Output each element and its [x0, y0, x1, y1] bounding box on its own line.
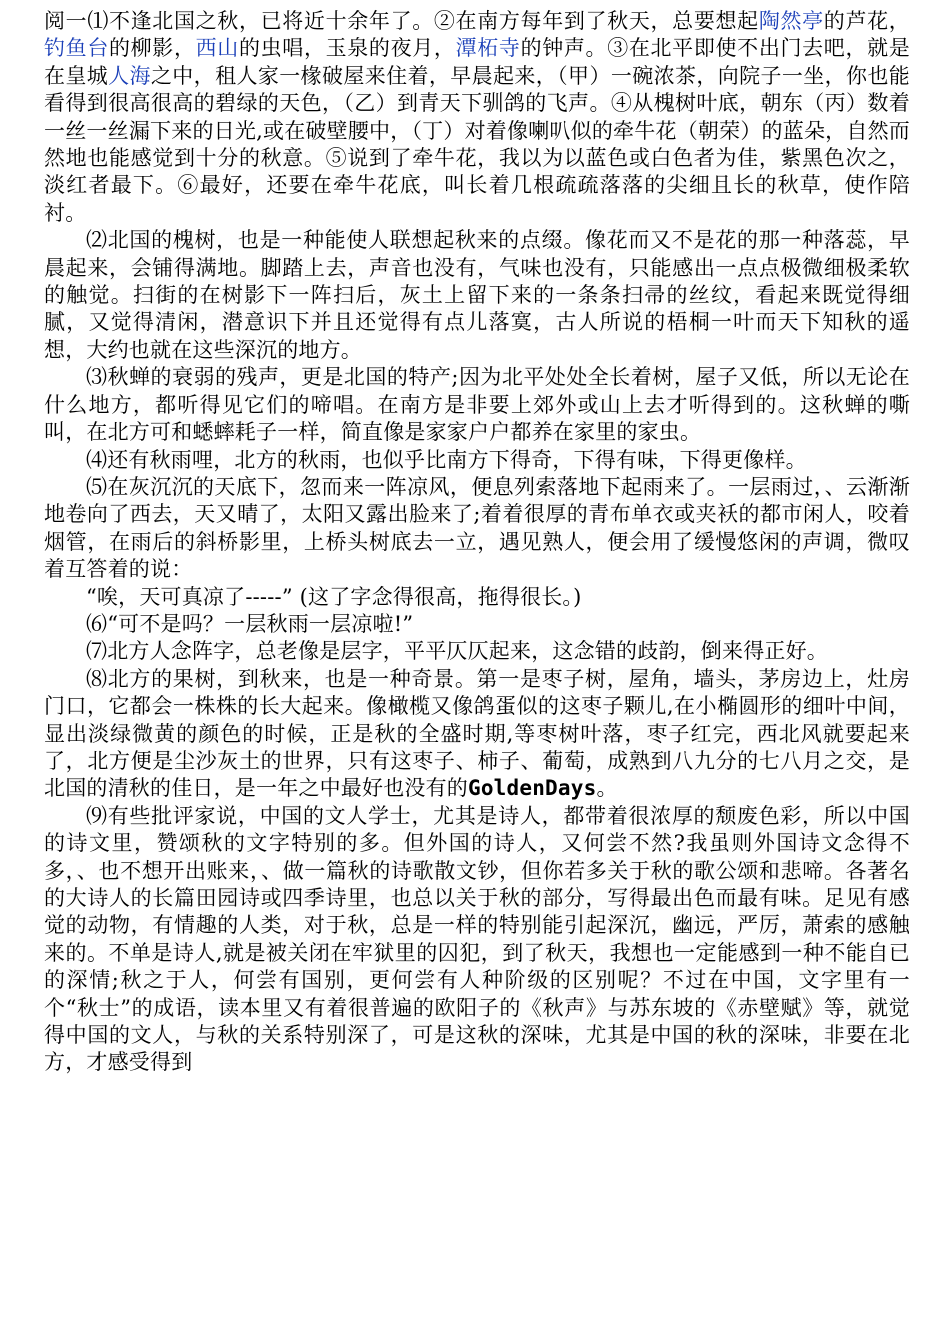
golden-days-term: GoldenDays	[468, 776, 597, 801]
paragraph-1-text-a: 阅一⑴不逢北国之秋，已将近十余年了。②在南方每年到了秋天，总要想起	[44, 9, 759, 33]
link-diaoyutai[interactable]: 钓鱼台	[44, 36, 109, 61]
paragraph-7: ⑺北方人念阵字，总老像是层字，平平仄仄起来，这念错的歧韵，倒来得正好。	[86, 639, 828, 664]
paragraph-3: ⑶秋蝉的衰弱的残声，更是北国的特产;因为北平处处全长着树，屋子又低，所以无论在什么地方，都听得见它们的啼唱。在南方是非要上郊外或山上去才听得到的。这秋蝉的嘶叫，在北方可和蟋蟀耗子一样，简直像是家家户户都养在家里的家虫。	[44, 365, 910, 445]
link-xishan[interactable]: 西山	[195, 36, 239, 61]
paragraph-8-text: ⑻北方的果树，到秋来，也是一种奇景。第一是枣子树，屋角，墙头，茅房边上，灶房门口，它都会一株株的长大起来。像橄榄又像鸽蛋似的这枣子颗儿,在小椭圆形的细叶中间，显出淡绿微黄的颜色的时候，正是秋的全盛时期,等枣树叶落，枣子红完，西北风就要起来了，北方便是尘沙灰土的世界，只有这枣子、柿子、葡萄，成熟到八九分的七八月之交，是北国的清秋的佳日，是一年之中最好也没有的	[44, 666, 910, 801]
link-taoranting[interactable]: 陶然亭	[758, 9, 824, 33]
document-body	[44, 8, 910, 1077]
link-tanzhesi[interactable]: 潭柘寺	[455, 36, 521, 61]
paragraph-2: ⑵北国的槐树，也是一种能使人联想起秋来的点缀。像花而又不是花的那一种落蕊，早晨起来，会铺得满地。脚踏上去，声音也没有，气味也没有，只能感出一点点极微细极柔软的触觉。扫街的在树影下一阵扫后，灰土上留下来的一条条扫帚的丝纹，看起来既觉得细腻，又觉得清闲，潜意识下并且还觉得有点儿落寞，古人所说的梧桐一叶而天下知秋的遥想，大约也就在这些深沉的地方。	[44, 228, 910, 362]
paragraph-8-end: 。	[596, 776, 618, 801]
paragraph-1-text-e: 的钟声。③在北平即使不出门去吧，就是在皇城	[44, 36, 910, 88]
paragraph-5-quote: “唉，天可真凉了-----” (这了字念得很高，拖得很长。)	[86, 584, 582, 609]
link-renhai[interactable]: 人海	[108, 63, 151, 88]
paragraph-4: ⑷还有秋雨哩，北方的秋雨，也似乎比南方下得奇，下得有味，下得更像样。	[86, 447, 807, 472]
paragraph-6: ⑹“可不是吗？一层秋雨一层凉啦!”	[86, 611, 414, 636]
paragraph-8	[44, 666, 910, 803]
paragraph-1-text-d: 的虫唱，玉泉的夜月，	[238, 36, 456, 61]
paragraph-1-text-b: 的芦花，	[823, 9, 910, 33]
paragraph-1-text-f: 之中，租人家一椽破屋来住着，早晨起来，（甲）一碗浓茶，向院子一坐，你也能看得到很高很高的碧绿的天色，（乙）到青天下驯鸽的飞声。④从槐树叶底，朝东（丙）数着一丝一丝漏下来的日光,或在破壁腰中，（丁）对着像喇叭似的牵牛花（朝荣）的蓝朵，自然而然地也能感觉到十分的秋意。⑤说到了牵牛花，我以为以蓝色或白色者为佳，紫黑色次之，淡红者最下。⑥最好，还要在牵牛花底，叫长着几根疏疏落落的尖细且长的秋草，使作陪衬。	[44, 63, 910, 225]
paragraph-5: ⑸在灰沉沉的天底下，忽而来一阵凉风，便息列索落地下起雨来了。一层雨过，、云渐渐地卷向了西去，天又晴了，太阳又露出脸来了;着着很厚的青布单衣或夹袄的都市闲人，咬着烟管，在雨后的斜桥影里，上桥头树底去一立，遇见熟人，便会用了缓慢悠闲的声调，微叹着互答着的说：	[44, 474, 910, 582]
paragraph-1	[44, 8, 910, 227]
paragraph-1-text-c: 的柳影，	[108, 36, 196, 61]
paragraph-9: ⑼有些批评家说，中国的文人学士，尤其是诗人，都带着很浓厚的颓废色彩，所以中国的诗文里，赞颂秋的文字特别的多。但外国的诗人，又何尝不然?我虽则外国诗文念得不多，、也不想开出账来，、做一篇秋的诗歌散文钞，但你若多关于秋的歌公颂和悲啼。各著名的大诗人的长篇田园诗或四季诗里，也总以关于秋的部分，写得最出色而最有味。足见有感觉的动物，有情趣的人类，对于秋，总是一样的特别能引起深沉，幽远，严厉，萧索的感触来的。不单是诗人,就是被关闭在牢狱里的囚犯，到了秋天，我想也一定能感到一种不能自已的深情;秋之于人，何尝有国别，更何尝有人种阶级的区别呢？不过在中国，文字里有一个“秋士”的成语，读本里又有着很普遍的欧阳子的《秋声》与苏东坡的《赤壁赋》等，就觉得中国的文人，与秋的关系特别深了，可是这秋的深味，尤其是中国的秋的深味，非要在北方，才感受得到	[44, 803, 910, 1075]
